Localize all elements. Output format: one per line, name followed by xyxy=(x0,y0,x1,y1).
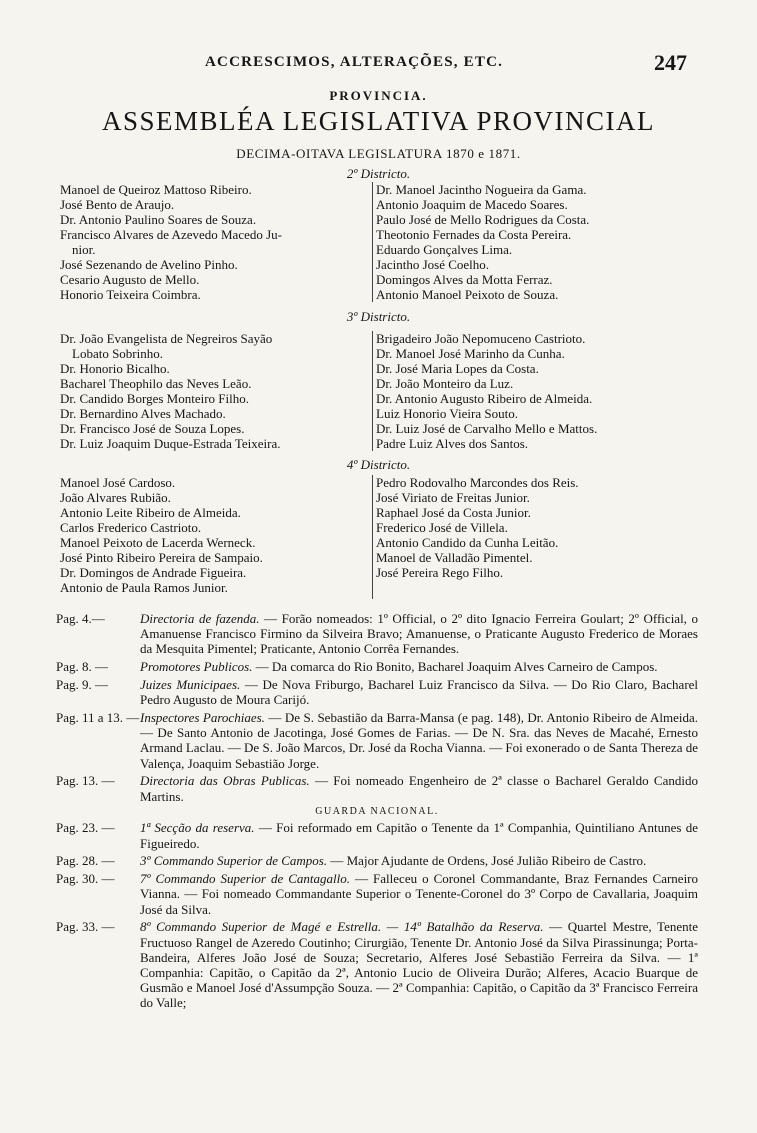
entry-ref: Pag. 28. — xyxy=(56,853,115,869)
district-2-block xyxy=(0,182,757,304)
name-line: Paulo José de Mello Rodrigues da Costa. xyxy=(376,212,590,227)
entry-ref: Pag. 30. — xyxy=(56,871,115,887)
section-subheading: GUARDA NACIONAL. xyxy=(315,806,439,818)
entry-ref: Pag. 9. — xyxy=(56,677,108,692)
entry-text: — De S. Sebastião da Barra-Mansa (e pag. 148), Dr. Antonio Ribeiro de Almeida. — De Santo Antonio de Jacotinga, José Gomes de Farias. — De N. Sra. das Neves de Macahé, Ernesto Armand Laclau. — De S. João Marcos, Dr. José da Rocha Vianna. — Foi exonerado o de Santa Thereza de Valença, Joaquim Sebastião Jorge. xyxy=(140,710,699,771)
name-line: Luiz Honorio Vieira Souto. xyxy=(376,406,518,421)
name-line: Dr. Manoel Jacintho Nogueira da Gama. xyxy=(376,182,587,197)
entry-text: — Falleceu o Coronel Commandante, Braz Fernandes Carneiro Vianna. — Foi nomeado Commandante Superior o Tenente-Coronel do 3º Corpo de Cavallaria, Joaquim José da Silva. xyxy=(140,871,699,917)
entry-ref: Pag. 23. — xyxy=(56,820,115,836)
entry xyxy=(56,710,698,771)
name-line: Dr. Domingos de Andrade Figueira. xyxy=(60,565,247,580)
district-heading: 3º Districto. xyxy=(346,309,411,324)
name-line: Dr. Candido Borges Monteiro Filho. xyxy=(60,391,249,406)
entry-text: — Foi reformado em Capitão o Tenente da 1ª Companhia, Quintiliano Antunes de Figueiredo. xyxy=(140,820,698,851)
name-line: Antonio Joaquim de Macedo Soares. xyxy=(376,197,568,212)
name-line: Manoel José Cardoso. xyxy=(60,475,176,490)
entry-text: — De Nova Friburgo, Bacharel Luiz Francisco da Silva. — Do Rio Claro, Bacharel Pedro Augusto de Moura Carijó. xyxy=(140,677,699,708)
entry-ref: Pag. 33. — xyxy=(56,919,115,935)
name-line: João Alvares Rubião. xyxy=(60,490,171,505)
entry xyxy=(56,677,698,707)
entry-title: Directoria de fazenda. xyxy=(140,611,260,626)
name-line: Cesario Augusto de Mello. xyxy=(60,272,200,287)
entry-title: 7º Commando Superior de Cantagallo. xyxy=(140,871,351,887)
entry-title: Inspectores Parochiaes. xyxy=(140,710,265,725)
name-line: Brigadeiro João Nepomuceno Castrioto. xyxy=(376,331,586,346)
page-title: ASSEMBLÉA LEGISLATIVA PROVINCIAL xyxy=(101,106,656,136)
district-3-block xyxy=(0,331,757,453)
name-line: nior. xyxy=(72,242,96,257)
name-line: Honorio Teixeira Coimbra. xyxy=(60,287,201,302)
entry-ref: Pag. 11 a 13. — xyxy=(56,710,140,725)
name-line: Theotonio Fernades da Costa Pereira. xyxy=(376,227,572,242)
district-left-column xyxy=(60,182,372,302)
entry-ref: Pag. 4.— xyxy=(56,611,105,626)
name-line: Manoel de Valladão Pimentel. xyxy=(376,550,533,565)
running-title: ACCRESCIMOS, ALTERAÇÕES, ETC. xyxy=(205,54,504,70)
name-line: Dr. João Monteiro da Luz. xyxy=(376,376,514,391)
entry-text: — Da comarca do Rio Bonito, Bacharel Joaquim Alves Carneiro de Campos. xyxy=(255,659,658,675)
entry xyxy=(56,871,698,917)
name-line: Dr. Bernardino Alves Machado. xyxy=(60,406,226,421)
entry-text: — Forão nomeados: 1º Official, o 2º dito Ignacio Ferreira Goulart; 2º Official, o Amanuense Francisco Firmino da Silveira Bravo; Amanuense, o Praticante Augusto Frederico de Moraes da Mesquita Pimentel; Praticante, Antonio Corrêa Fernandes. xyxy=(140,611,698,657)
column-divider xyxy=(372,475,373,599)
name-line: Manoel Peixoto de Lacerda Werneck. xyxy=(60,535,256,550)
entry xyxy=(56,773,698,803)
entry-text: — Major Ajudante de Ordens, José Julião Ribeiro de Castro. xyxy=(330,853,647,869)
name-line: Lobato Sobrinho. xyxy=(72,346,163,361)
entry-title: 8º Commando Superior de Magé e Estrella. — 14º Batalhão da Reserva. xyxy=(140,919,544,935)
name-line: Jacintho José Coelho. xyxy=(376,257,490,272)
name-line: Bacharel Theophilo das Neves Leão. xyxy=(60,376,252,391)
entry-title: Promotores Publicos. xyxy=(140,659,253,675)
name-line: Raphael José da Costa Junior. xyxy=(376,505,531,520)
name-line: José Pinto Ribeiro Pereira de Sampaio. xyxy=(60,550,263,565)
entry xyxy=(56,919,698,1010)
district-left-column xyxy=(60,475,372,595)
district-heading: 4º Districto. xyxy=(346,457,411,472)
name-line: Antonio Candido da Cunha Leitão. xyxy=(376,535,559,550)
name-line: Dr. Antonio Paulino Soares de Souza. xyxy=(60,212,257,227)
page-number: 247 xyxy=(654,50,687,75)
legislature-subtitle: DECIMA-OITAVA LEGISLATURA 1870 e 1871. xyxy=(236,146,521,161)
name-line: José Bento de Araujo. xyxy=(60,197,175,212)
name-line: Eduardo Gonçalves Lima. xyxy=(376,242,513,257)
name-line: Antonio Leite Ribeiro de Almeida. xyxy=(60,505,241,520)
entry-text: — Quartel Mestre, Tenente Fructuoso Rangel de Azeredo Coutinho; Cirurgião, Tenente Dr. Antonio José da Silva Pirassinunga; Porta-Bandeira, Alferes João José de Souza; Secretario, Alferes José Sebastião Ferreira da Silva. — 1ª Companhia: Capitão, o Capitão da 2ª, Antonio Lucio de Oliveira Durão; Alferes, Acacio Buarque de Gusmão e Manoel José d'Assumpção Souza. — 2ª Companhia: Capitão, o Capitão da 3ª Francisco Ferreira do Valle; xyxy=(140,919,698,1011)
name-line: José Sezenando de Avelino Pinho. xyxy=(60,257,238,272)
name-line: José Pereira Rego Filho. xyxy=(376,565,504,580)
name-line: Dr. João Evangelista de Negreiros Sayão xyxy=(60,331,273,346)
name-line: Pedro Rodovalho Marcondes dos Reis. xyxy=(376,475,579,490)
district-right-column xyxy=(374,182,704,302)
name-line: Padre Luiz Alves dos Santos. xyxy=(376,436,529,451)
name-line: Dr. Honorio Bicalho. xyxy=(60,361,170,376)
name-line: Dr. Luiz Joaquim Duque-Estrada Teixeira. xyxy=(60,436,281,451)
district-right-column xyxy=(374,331,704,451)
column-divider xyxy=(372,182,373,302)
entry xyxy=(56,611,698,657)
name-line: José Viriato de Freitas Junior. xyxy=(376,490,530,505)
entry xyxy=(56,853,698,868)
entry-ref: Pag. 8. — xyxy=(56,659,108,675)
running-head xyxy=(0,50,757,76)
name-line: Dr. Francisco José de Souza Lopes. xyxy=(60,421,245,436)
entry-title: Juizes Municipaes. xyxy=(140,677,241,692)
name-line: Antonio de Paula Ramos Junior. xyxy=(60,580,228,595)
name-line: Domingos Alves da Motta Ferraz. xyxy=(376,272,553,287)
entry xyxy=(56,659,698,674)
district-left-column xyxy=(60,331,372,451)
column-divider xyxy=(372,331,373,451)
entry-title: Directoria das Obras Publicas. xyxy=(140,773,310,789)
district-heading: 2º Districto. xyxy=(346,166,411,181)
name-line: Manoel de Queiroz Mattoso Ribeiro. xyxy=(60,182,252,197)
name-line: Francisco Alvares de Azevedo Macedo Ju- xyxy=(60,227,283,242)
name-line: Dr. Manoel José Marinho da Cunha. xyxy=(376,346,565,361)
entry-title: 1ª Secção da reserva. xyxy=(140,820,255,836)
name-line: Antonio Manoel Peixoto de Souza. xyxy=(376,287,559,302)
district-4-block xyxy=(0,475,757,599)
amendment-entries xyxy=(56,611,698,1013)
name-line: Dr. José Maria Lopes da Costa. xyxy=(376,361,539,376)
name-line: Carlos Frederico Castrioto. xyxy=(60,520,202,535)
name-line: Dr. Antonio Augusto Ribeiro de Almeida. xyxy=(376,391,593,406)
entry-title: 3º Commando Superior de Campos. xyxy=(140,853,328,869)
entry xyxy=(56,820,698,850)
entry-text: — Foi nomeado Engenheiro de 2ª classe o Bacharel Geraldo Candido Martins. xyxy=(140,773,698,804)
section-label: PROVINCIA. xyxy=(329,88,428,103)
name-line: Dr. Luiz José de Carvalho Mello e Mattos. xyxy=(376,421,598,436)
entry-ref: Pag. 13. — xyxy=(56,773,115,789)
district-right-column xyxy=(374,475,704,580)
name-line: Frederico José de Villela. xyxy=(376,520,508,535)
